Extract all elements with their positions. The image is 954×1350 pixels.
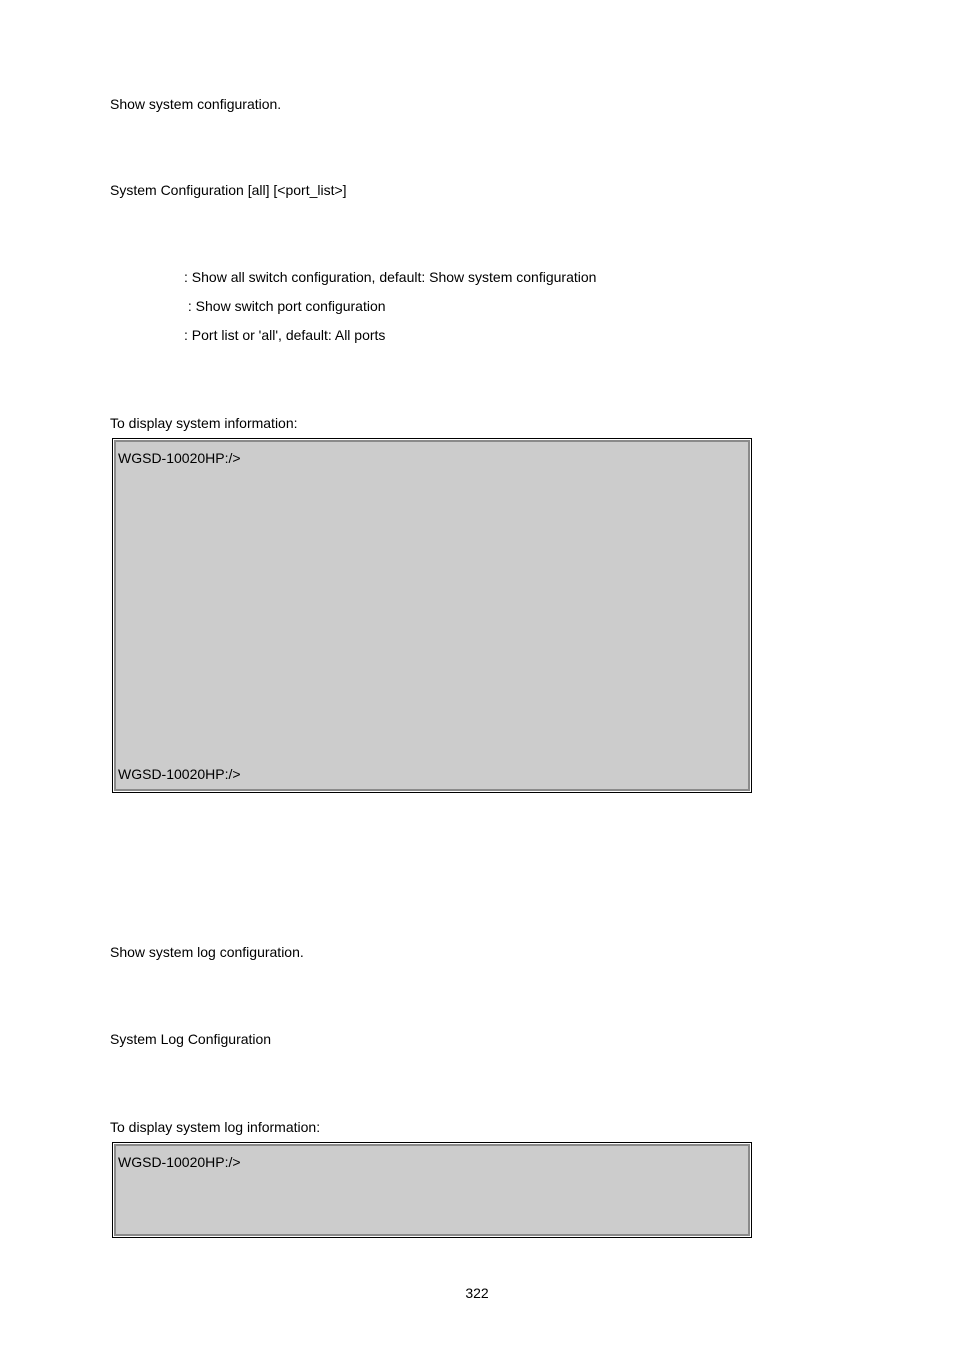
parameter-all: : Show all switch configuration, default: Show system configuration: [184, 269, 597, 285]
example-caption: To display system information:: [110, 415, 298, 431]
page-number: 322: [465, 1285, 489, 1301]
syntax-text: System Configuration [all] [<port_list>]: [110, 182, 347, 198]
parameter-port: : Show switch port configuration: [184, 298, 386, 314]
terminal-prompt-line: WGSD-10020HP:/>: [118, 1154, 241, 1170]
description-text: Show system log configuration.: [110, 944, 304, 960]
syntax-text: System Log Configuration: [110, 1031, 272, 1047]
terminal-prompt-line: WGSD-10020HP:/>: [118, 450, 241, 466]
terminal-output-box: [112, 438, 752, 793]
parameter-port-list: : Port list or 'all', default: All ports: [184, 327, 386, 343]
example-caption: To display system log information:: [110, 1119, 321, 1135]
terminal-prompt-line: WGSD-10020HP:/>: [118, 766, 241, 782]
description-text: Show system configuration.: [110, 96, 282, 112]
terminal-output-box: [112, 1142, 752, 1238]
